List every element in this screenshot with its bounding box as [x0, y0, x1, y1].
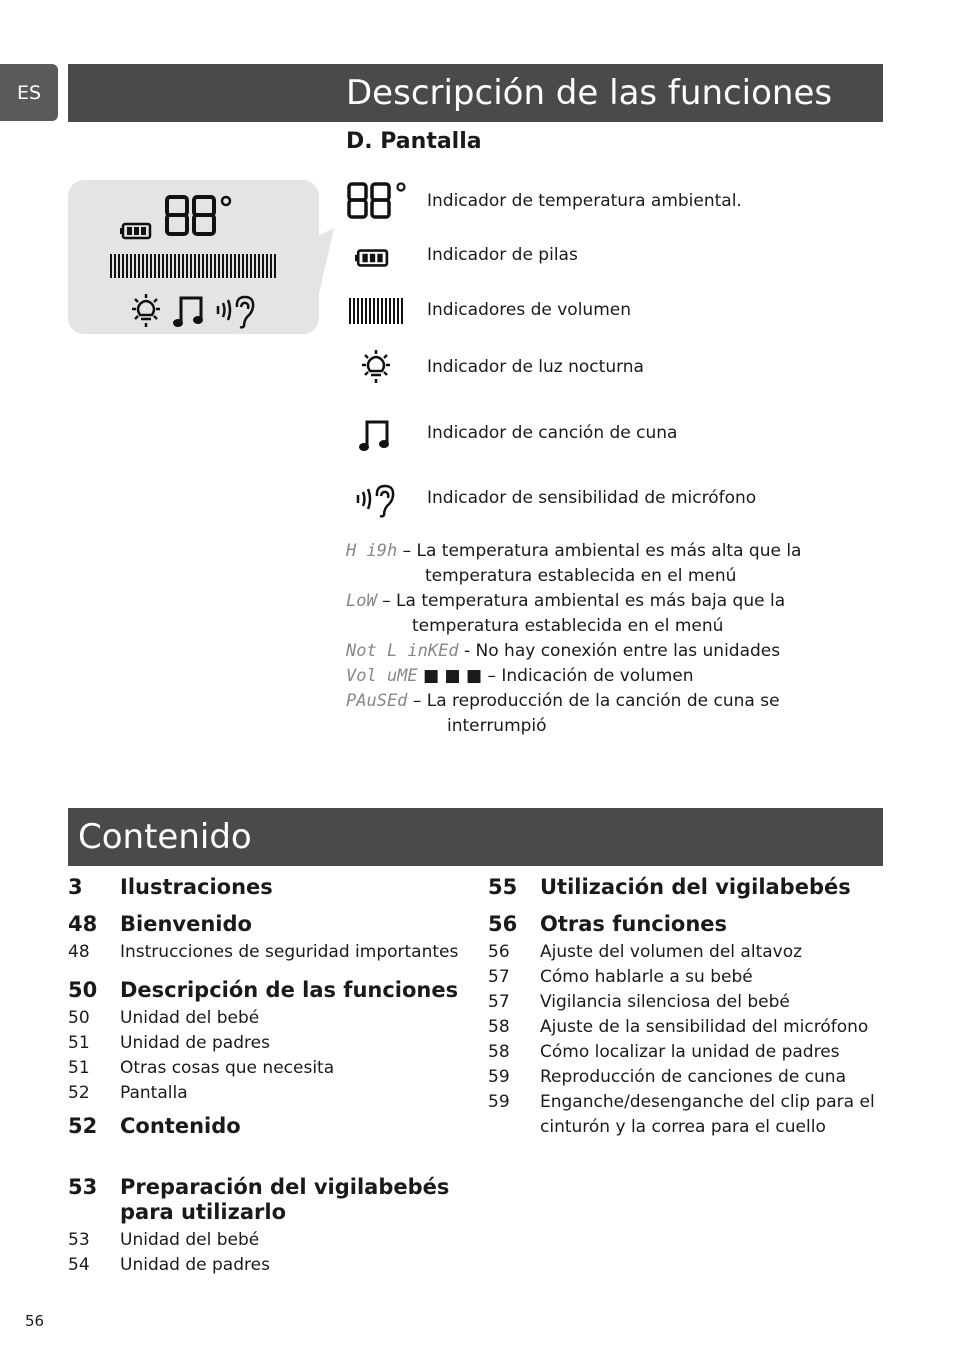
message-text: – Indicación de volumen: [482, 666, 694, 686]
volume-bar: [230, 254, 232, 278]
volume-bar: [218, 254, 220, 278]
volume-bar: [381, 298, 383, 324]
night-light-bulb-icon: [128, 293, 164, 329]
toc-title: Unidad del bebé: [120, 1008, 260, 1028]
volume-bar: [178, 254, 180, 278]
ear-sound-icon: [354, 482, 398, 518]
toc-title: Ajuste de la sensibilidad del micrófono: [540, 1017, 869, 1037]
volume-bar: [182, 254, 184, 278]
toc-page-number: 51: [68, 1033, 90, 1053]
toc-title: Unidad del bebé: [120, 1230, 260, 1250]
indicator-label-battery: Indicador de pilas: [427, 245, 578, 265]
toc-title: Otras cosas que necesita: [120, 1058, 335, 1078]
message-text-continued: temperatura establecida en el menú: [412, 616, 724, 636]
toc-page-number: 48: [68, 942, 90, 962]
indicator-label-lullaby: Indicador de canción de cuna: [427, 423, 678, 443]
volume-bar: [194, 254, 196, 278]
volume-bar: [254, 254, 256, 278]
volume-bar: [202, 254, 204, 278]
lcd-code: PAuSEd: [346, 691, 408, 711]
lcd-code: Vol uME: [346, 666, 418, 686]
battery-icon: [355, 248, 389, 268]
volume-bar: [373, 298, 375, 324]
volume-bar: [270, 254, 272, 278]
toc-title: Unidad de padres: [120, 1033, 270, 1053]
toc-page-number: 58: [488, 1042, 510, 1062]
volume-bar: [226, 254, 228, 278]
toc-page-number: 50: [68, 1008, 90, 1028]
toc-title: Contenido: [120, 1114, 241, 1138]
volume-bar: [190, 254, 192, 278]
toc-title: Cómo hablarle a su bebé: [540, 967, 753, 987]
volume-bar: [401, 298, 403, 324]
toc-title: Instrucciones de seguridad importantes: [120, 942, 459, 962]
toc-page-number: 3: [68, 875, 83, 899]
volume-bar: [274, 254, 276, 278]
volume-bar: [134, 254, 136, 278]
volume-bar: [170, 254, 172, 278]
lcd-code: H i9h: [346, 541, 398, 561]
volume-bar: [122, 254, 124, 278]
toc-title: Preparación del vigilabebés: [120, 1175, 450, 1199]
temperature-digits-icon: [164, 194, 244, 240]
toc-title: Unidad de padres: [120, 1255, 270, 1275]
toc-title: Ilustraciones: [120, 875, 273, 899]
message-text-continued: interrumpió: [447, 716, 547, 736]
toc-page-number: 59: [488, 1092, 510, 1112]
page-number: 56: [25, 1312, 45, 1330]
volume-bar: [246, 254, 248, 278]
volume-bar: [234, 254, 236, 278]
volume-bar: [349, 298, 351, 324]
toc-page-number: 50: [68, 978, 98, 1002]
message-not-linked: [346, 641, 780, 661]
volume-bar: [150, 254, 152, 278]
indicator-label-temperature: Indicador de temperatura ambiental.: [427, 191, 742, 211]
volume-bar: [110, 254, 112, 278]
volume-bar: [353, 298, 355, 324]
toc-title: Bienvenido: [120, 912, 252, 936]
volume-bar: [166, 254, 168, 278]
message-high: [346, 541, 801, 561]
toc-title: Cómo localizar la unidad de padres: [540, 1042, 840, 1062]
volume-bar: [154, 254, 156, 278]
message-text: – La reproducción de la canción de cuna se: [407, 691, 780, 711]
toc-title: Descripción de las funciones: [120, 978, 459, 1002]
section-banner-contents: [68, 808, 883, 866]
lcd-code: LoW: [346, 591, 377, 611]
volume-bar: [162, 254, 164, 278]
message-text-continued: temperatura establecida en el menú: [425, 566, 737, 586]
volume-bar: [130, 254, 132, 278]
toc-page-number: 51: [68, 1058, 90, 1078]
toc-page-number: 57: [488, 992, 510, 1012]
toc-page-number: 56: [488, 912, 518, 936]
volume-bar: [214, 254, 216, 278]
volume-bar: [138, 254, 140, 278]
volume-bar: [206, 254, 208, 278]
battery-icon: [120, 222, 152, 240]
toc-page-number: 53: [68, 1175, 98, 1199]
volume-bar: [142, 254, 144, 278]
volume-bar: [238, 254, 240, 278]
toc-page-number: 57: [488, 967, 510, 987]
toc-page-number: 55: [488, 875, 518, 899]
toc-title: Enganche/desenganche del clip para el: [540, 1092, 875, 1112]
toc-title-continued: cinturón y la correa para el cuello: [540, 1117, 826, 1137]
music-note-icon: [172, 293, 206, 329]
subheading-display: D. Pantalla: [346, 129, 482, 154]
toc-page-number: 53: [68, 1230, 90, 1250]
indicator-label-night-light: Indicador de luz nocturna: [427, 357, 644, 377]
toc-page-number: 59: [488, 1067, 510, 1087]
temperature-digits-icon: [346, 181, 410, 221]
message-low: [346, 591, 785, 611]
volume-bars-icon: [110, 254, 276, 278]
volume-bar: [250, 254, 252, 278]
message-text: – La temperatura ambiental es más alta que la: [397, 541, 802, 561]
toc-page-number: 48: [68, 912, 98, 936]
volume-bar: [377, 298, 379, 324]
toc-title: Pantalla: [120, 1083, 188, 1103]
volume-bar: [369, 298, 371, 324]
volume-bar: [258, 254, 260, 278]
message-volume: [346, 666, 694, 686]
toc-title: Otras funciones: [540, 912, 728, 936]
message-paused: [346, 691, 780, 711]
volume-bar: [158, 254, 160, 278]
section-title: Contenido: [78, 817, 252, 857]
lcd-code: Not L inKEd: [346, 641, 459, 661]
volume-bar: [357, 298, 359, 324]
volume-bar: [174, 254, 176, 278]
volume-bar: [365, 298, 367, 324]
volume-squares: ■ ■ ■: [423, 666, 483, 686]
toc-page-number: 54: [68, 1255, 90, 1275]
section-banner-functions: [68, 64, 883, 122]
toc-page-number: 52: [68, 1114, 98, 1138]
volume-bar: [262, 254, 264, 278]
toc-title: Vigilancia silenciosa del bebé: [540, 992, 790, 1012]
toc-page-number: 52: [68, 1083, 90, 1103]
volume-bar: [126, 254, 128, 278]
toc-title-continued: para utilizarlo: [120, 1200, 287, 1224]
volume-bar: [222, 254, 224, 278]
toc-page-number: 58: [488, 1017, 510, 1037]
volume-bar: [389, 298, 391, 324]
toc-title: Ajuste del volumen del altavoz: [540, 942, 803, 962]
volume-bar: [186, 254, 188, 278]
volume-bar: [114, 254, 116, 278]
music-note-icon: [358, 417, 392, 453]
volume-bar: [397, 298, 399, 324]
volume-bar: [118, 254, 120, 278]
volume-bar: [385, 298, 387, 324]
lcd-display-illustration: [68, 180, 319, 334]
volume-bar: [266, 254, 268, 278]
volume-bars-icon: [349, 298, 405, 324]
indicator-label-microphone: Indicador de sensibilidad de micrófono: [427, 488, 757, 508]
indicator-label-volume: Indicadores de volumen: [427, 300, 631, 320]
toc-title: Utilización del vigilabebés: [540, 875, 851, 899]
message-text: - No hay conexión entre las unidades: [458, 641, 781, 661]
toc-page-number: 56: [488, 942, 510, 962]
volume-bar: [198, 254, 200, 278]
volume-bar: [242, 254, 244, 278]
message-text: – La temperatura ambiental es más baja que la: [376, 591, 786, 611]
volume-bar: [361, 298, 363, 324]
section-title: Descripción de las funciones: [346, 73, 833, 113]
lcd-pointer-shape: [318, 228, 334, 298]
toc-title: Reproducción de canciones de cuna: [540, 1067, 846, 1087]
volume-bar: [393, 298, 395, 324]
volume-bar: [146, 254, 148, 278]
night-light-bulb-icon: [358, 349, 394, 385]
language-tab: ES: [0, 64, 58, 121]
ear-sound-icon: [214, 293, 258, 329]
volume-bar: [210, 254, 212, 278]
